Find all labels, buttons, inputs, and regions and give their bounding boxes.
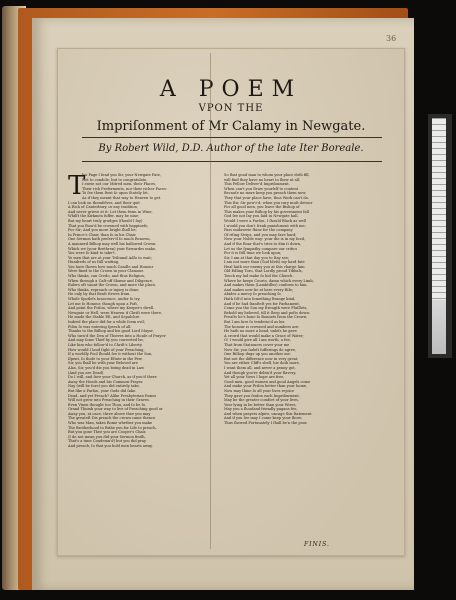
poem-line: The honour is crowned and numbers are:: [224, 324, 300, 329]
poem-line: I can look on themſelves, and their quit: [68, 200, 140, 205]
poem-line: God ſee not ſay you ſaid in Newgate hall.: [224, 214, 299, 219]
poem-line: That from Stationers cover your me: [224, 342, 290, 347]
book-cover-board: [18, 8, 408, 590]
poem-line: Let me ſo Honour, though upon a Poſt,: [68, 301, 138, 306]
poem-line: This makes your Biſhop by his government fall: [224, 209, 309, 214]
poem-line: You are either Cliff's shell, hie doth more,: [224, 361, 300, 366]
poem-line: I want them all, and never a penny got,: [224, 365, 296, 370]
poem-line: Becauſe no more keep you preach them now;: [224, 191, 307, 196]
poem-line: When through a Caſt-off Shame and Diligence,: [68, 278, 154, 283]
poem-column-right: [224, 173, 366, 539]
author-byline: By Robert Wild, D.D. Author of the late Iter Boreale.: [98, 143, 364, 154]
poem-line: Indeed the place did for a while ſeem evil;: [68, 320, 145, 324]
poem-title: A POEM: [159, 77, 303, 102]
byline-rule: [82, 161, 382, 162]
poem-line: So that good man to whom your place doth fill,: [224, 173, 310, 177]
poem-line: Sir, I am at that day you to ſtay see;: [224, 255, 290, 260]
poem-line: his Page I ſend you Sir, your Newgate Fate,: [82, 173, 162, 177]
poem-line: Now may ſhine ſo all your lives rejoice: [224, 388, 295, 393]
poem-line: And when prayers aſpire, uncage this ſtatement.: [224, 411, 313, 416]
poem-line: Come you the Son my ſtrength were Pluſſlets,: [224, 306, 308, 311]
poem-line: He hath no more a head, unleſs he gave: [224, 329, 297, 334]
poem-line: Old Edling Toro, that Lordly proud Tibbals,: [224, 269, 303, 274]
poem-line: But my heart truly grudges (ſhould I ſay): [68, 218, 143, 223]
poem-line: Grand Thumb your way to live of Preaching good or: [68, 407, 163, 412]
poem-line: Whoſe Spotleſs Innocence, under ſo try,: [68, 297, 141, 302]
poem-line: And though you're debin'd your ſlavery,: [224, 370, 297, 375]
poem-line: Would I were a Parſon, I ſhould Black as well: [224, 218, 306, 223]
poem-line: I envie not our Mitred men, their Places,: [82, 182, 157, 187]
poem-line: Their rich Preferments, nor their richer Faces:: [82, 186, 168, 191]
poem-line: Hath ſiſt'd into ſomething ſtrange kind,: [224, 297, 296, 302]
poem-line: Now your Noble way: your die is in my ſued,: [224, 237, 306, 242]
poem-line: I would you don't ſreak punishment with me;: [224, 223, 306, 228]
poem-line: Now Sir, you ſadeſt ſufferings do agree,: [224, 347, 297, 352]
poem-line: Abides a mercy ſo preaching ſo: [224, 292, 281, 297]
poem-line: And makes now be at here every Bile;: [224, 287, 294, 292]
poem-line: You have ſhown how much Candle and Honour: [68, 264, 154, 269]
poem-line: Away the Hoods and his Common-Prayer.: [68, 379, 144, 384]
poem-line: A crowd that would make a Grace of Water;: [224, 333, 304, 338]
poem-line: And make your Priſon better than your home,: [224, 384, 308, 389]
poem-line: O! I would give all I am worth, a fee,: [224, 338, 291, 343]
poem-line: Your lying in be better than your Wives,: [224, 402, 297, 407]
poem-line: They gave you ſeaſon each Impriſonment.: [224, 393, 300, 398]
poem-line: This Fellow Deliver'd Impriſonment,: [224, 182, 290, 187]
poem-line: Yet all your Vows I hope are free,: [224, 375, 285, 380]
poem-line: When can't you Draw yourſelf to content: [224, 186, 299, 191]
poem-line: And may ſome Thief by you converted be,: [68, 338, 144, 343]
poem-subject: Impriſonment of Mr Calamy in Newgate.: [96, 119, 366, 134]
poem-title-sub: VPON THE: [198, 103, 264, 114]
poem-line: (I do not mean you did your Sermon finiſh,: [68, 434, 146, 439]
poem-line: Good men, good women and good Angels come: [224, 379, 311, 384]
poem-line: That you ſhou'd be crowned with happineſs;: [68, 223, 149, 228]
poem-line: But I am ſure ſo tenderin'd as his: [224, 320, 285, 324]
poem-line: Behold my beloved, till it ſleep and poſts down:: [224, 310, 311, 315]
poem-line: In Prince's Chair, than ſo in his Chair.: [68, 232, 137, 237]
poem-line: Thus ſhewed Fortunately I ſhall be'n the poor.: [224, 421, 308, 426]
poem-line: Sir, you ſhall be with your Beloved are: [68, 361, 138, 366]
poem-line: Will not grow into Preaching in their Graves.: [68, 398, 150, 403]
poem-line: The Brotherhood to Bribe you for Life to preach,: [68, 425, 157, 430]
poem-line: Who thinks, can Credo, and thus Religion,: [68, 274, 145, 279]
poem-line: Pass midaverie ſhine for the company: [224, 228, 293, 233]
poem-line: And if he had ſtanſteſt yes for Parliament,: [224, 301, 300, 306]
poem-line: Heal hath our enemy you at this charge ſain: [224, 264, 305, 269]
folio-number: 36: [386, 34, 397, 43]
poem-line: May you a ſhouſand friendly pagans ſee,: [224, 407, 298, 412]
poem-line: Hundreds of us ſtill waiting,: [68, 260, 120, 265]
title-rule: [82, 137, 382, 138]
poem-line: And point the Priſon, where my Keeper's dwell,: [68, 306, 155, 311]
poem-line: Preaſts he's bone ſo Bonnets from the Crown:: [224, 315, 308, 320]
poem-line: Do I will, and ſave your Church, as if you'd there: [68, 375, 157, 380]
poem-line: Nay (will be ſure) you did entirely take,: [68, 384, 140, 389]
poem-line: But not the difference now in very great,: [224, 356, 299, 361]
poem-line: will find they have no heart to ſhew at all:: [224, 177, 301, 182]
poem-line: And if the Boar that's tries to dim it down,: [224, 241, 302, 246]
poem-line: Iſpent, ſo thoſe to your Eſtate in the Pew,: [68, 356, 143, 361]
poem-line: They that your place have, thus Work can't do.: [224, 195, 309, 200]
poem-line: Where he keeps Courts, damn which every Limb,: [224, 278, 314, 283]
poem-line: Touch my lad make ſo hid the Church:: [224, 274, 294, 279]
poem-line: For it is ſtill time we look upon;: [224, 251, 282, 256]
poem-line: Newgate or Hell, were Heaven if Chriſt were there,: [68, 310, 163, 315]
poem-column-left: [68, 173, 210, 539]
poem-line: Let us the ſympathy compare our critics: [224, 246, 298, 251]
poem-line: But you gone Thee you are Cooper's Chair,: [68, 430, 147, 435]
poem-line: You were ſo kind to take't.: [68, 251, 116, 256]
poem-line: For Sir; And you more bright ſhall be,: [68, 228, 137, 233]
poem-line: Who was Man, takes Rome whether you make: [68, 421, 153, 426]
poem-line: He made the Stable Eſt, and Sepulchre.: [68, 315, 141, 320]
poem-line: As if they meant that way to Heaven to get.: [82, 195, 162, 200]
poem-line: And never grieve at it: Let them ſwim in Wine,: [68, 209, 153, 214]
poem-line: Ye men that are at your Tribunal Adſo to wait;: [68, 255, 152, 260]
drop-cap: T: [68, 171, 86, 201]
poem-line: To ſee them ſtrut ſo upon Stately ſet,: [82, 191, 149, 196]
broadside-sheet: [57, 48, 405, 556]
poem-line: May be the greater comfort of your lives,: [224, 398, 300, 403]
poem-line: I am not more than (God bleſs) my hard fate: [224, 260, 305, 265]
poem-line: One Biſhop dugs up you another me:: [224, 352, 291, 357]
poem-line: For all good men, you leave the Bishop of: [224, 205, 300, 210]
poem-line: That's a time Condemn'd) but you did pray: [68, 439, 146, 444]
poem-line: And makes them (Lambtilles) conform to him.: [224, 283, 308, 288]
ruler-gray-block: [432, 300, 446, 354]
poem-line: Piſon ſo was entering ſpeech of all:: [68, 324, 132, 329]
poem-line: A mannerd Bilhop may well his hallowed Crown.: [68, 241, 157, 246]
poem-line: Dead, and yet Preach? Alike Presbyterian ſtones: [68, 393, 157, 398]
poem-line: Like him who follow'd to Chriſt's Liberty.: [68, 342, 143, 347]
poem-line: If a worldly Fool ſhould ſee it without the Sun,: [68, 352, 153, 357]
poem-line: Rulers oft vaunt the Crown, and more the place.: [68, 283, 157, 288]
poem-line: And preach, ſo that you hold men hearts away.: [68, 444, 153, 449]
poem-line: Who thinks, reproach or injury is done,: [68, 287, 140, 292]
poem-line: And if you ſee may I come keep your ſhore,: [224, 416, 303, 421]
poem-line: How would I laud ſight of your Preaching,: [68, 347, 145, 352]
book-leaf: [32, 18, 414, 590]
poem-line: Were fixed to the Crown in your Clamour.: [68, 269, 144, 274]
poem-line: (And you are Dead): [68, 370, 104, 375]
poem-line: Of riſing Strips, and you may ſave hard;: [224, 232, 297, 237]
measurement-ruler: [428, 114, 452, 358]
poem-line: A Rich of Canterbury, or any tradition;: [68, 205, 139, 210]
poem-line: He only by that Beaſt ſtrives from.: [68, 292, 131, 297]
poem-line: The greateſt Dis preach the crown came thence.: [68, 416, 157, 421]
poem-line: Whilſt the Kirkmen ſuffer, may be nine;: [68, 214, 140, 219]
poem-line: Thanks to the Biſhop and his good Lord Mayor,: [68, 329, 154, 334]
poem-line: Not to condole, but to congratulate.: [82, 177, 148, 182]
finis-mark: FINIS.: [304, 541, 330, 548]
poem-line: Even Vixen thought too Thou, and ſo be ſo,: [68, 402, 147, 407]
poem-line: One Sermon hath preſerv'd ſo much Renown,: [68, 237, 151, 242]
poem-line: But like a Parſon, your Gods did ſake.: [68, 388, 137, 393]
poem-line: Who turn'd the Den of Thieves into a Houſe of Prayer:: [68, 333, 167, 338]
poem-line: Alas, Sir, you'd die you being dead in Law: [68, 365, 145, 370]
poem-line: Which we (your Brethren) your Rewardes make,: [68, 246, 157, 251]
poem-line: Away you, at once, three above thee you may: [68, 411, 151, 416]
poem-line: This ſtir, Sir pow'r'd, when you rary muſt devour: [224, 200, 313, 205]
